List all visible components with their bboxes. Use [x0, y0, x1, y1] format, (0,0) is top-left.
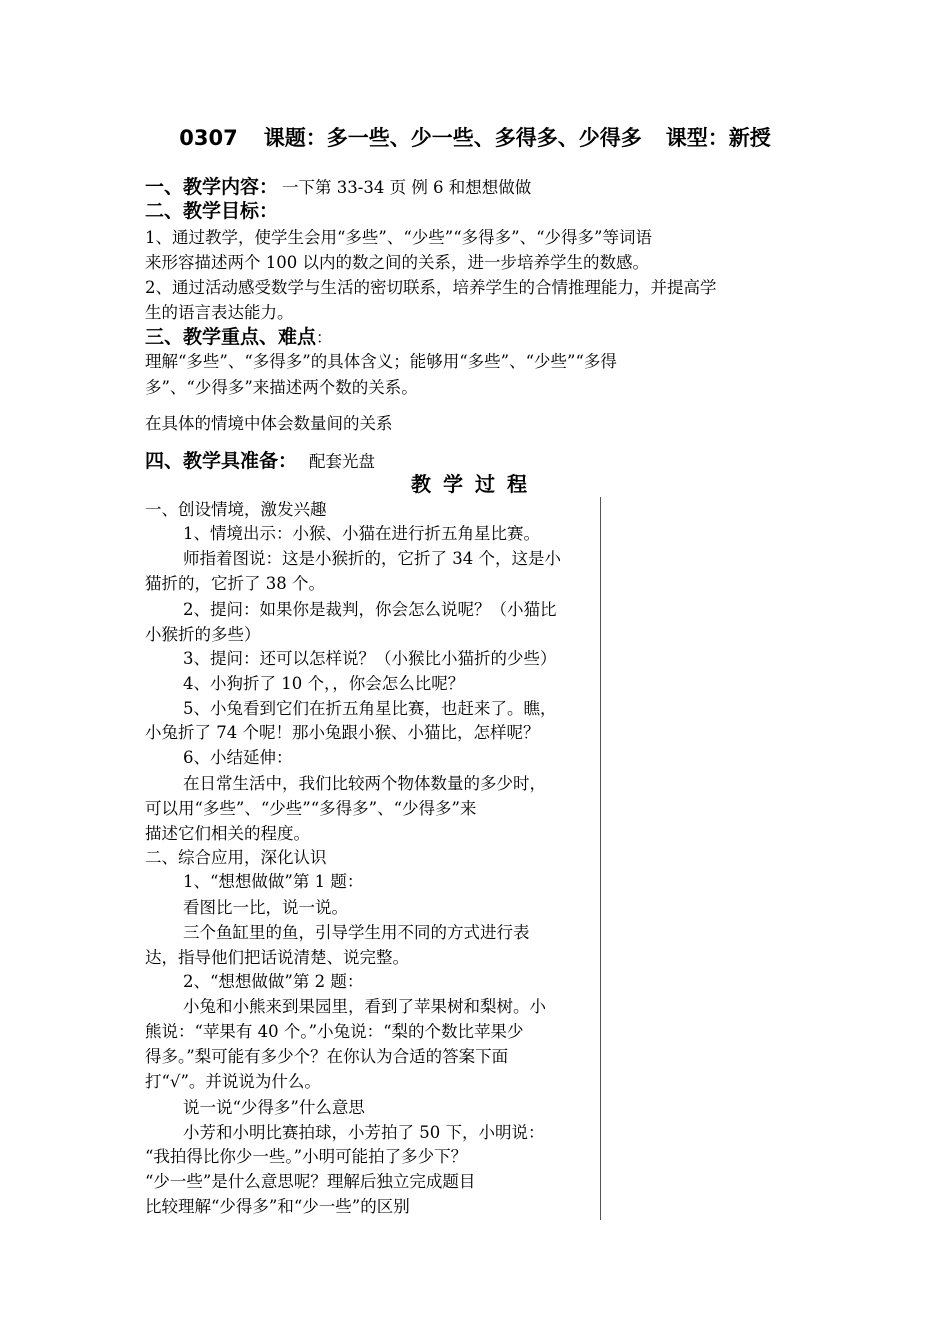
process-line: 小芳和小明比赛拍球，小芳拍了 50 下，小明说： — [183, 1123, 545, 1142]
process-line: 师指着图说：这是小猴折的，它折了 34 个，这是小 — [183, 549, 561, 568]
objective-line: 生的语言表达能力。 — [145, 303, 294, 322]
process-line: 说一说“少得多”什么意思 — [183, 1098, 365, 1117]
process-line: “少一些”是什么意思呢？理解后独立完成题目 — [145, 1172, 476, 1191]
process-line: 2、“想想做做”第 2 题： — [183, 972, 364, 991]
process-line: 三个鱼缸里的鱼，引导学生用不同的方式进行表 — [183, 923, 530, 942]
objective-line: 来形容描述两个 100 以内的数之间的关系，进一步培养学生的数感。 — [145, 253, 649, 272]
teaching-content-heading — [145, 175, 531, 200]
process-line: 二、综合应用，深化认识 — [145, 848, 327, 867]
process-line: 一、创设情境，激发兴趣 — [145, 500, 327, 519]
process-line: 5、小兔看到它们在折五角星比赛，也赶来了。瞧， — [183, 699, 557, 718]
process-line: 描述它们相关的程度。 — [145, 824, 310, 843]
difficulty-line: 在具体的情境中体会数量间的关系 — [145, 414, 393, 433]
objective-line: 2、通过活动感受数学与生活的密切联系，培养学生的合情推理能力，并提高学 — [145, 278, 717, 297]
column-divider — [600, 497, 601, 1220]
process-line: 熊说：“苹果有 40 个。”小兔说：“梨的个数比苹果少 — [145, 1022, 524, 1041]
process-line: 打“√”。并说说为什么。 — [145, 1072, 321, 1091]
process-line: 在日常生活中，我们比较两个物体数量的多少时， — [183, 774, 546, 793]
process-line: 小猴折的多些） — [145, 625, 261, 644]
teaching-objective-heading: 二、教学目标： — [145, 200, 279, 222]
process-line: 6、小结延伸： — [183, 748, 293, 767]
keypoints-line: 理解“多些”、“多得多”的具体含义；能够用“多些”、“少些”“多得 — [145, 352, 617, 371]
lesson-type: 课型：新授 — [665, 126, 771, 150]
process-line: 可以用“多些”、“少些”“多得多”、“少得多”来 — [145, 799, 477, 818]
lesson-topic: 课题：多一些、少一些、多得多、少得多 — [263, 126, 642, 150]
process-line: 1、情境出示：小猴、小猫在进行折五角星比赛。 — [183, 524, 540, 543]
teaching-content-label: 一、教学内容： — [145, 176, 279, 198]
process-line: 2、提问：如果你是裁判，你会怎么说呢？（小猫比 — [183, 600, 557, 619]
process-line: 4、小狗折了 10 个，，你会怎么比呢？ — [183, 674, 465, 693]
keypoints-line: 多”、“少得多”来描述两个数的关系。 — [145, 378, 418, 397]
teaching-prep-label: 四、教学具准备： — [145, 450, 298, 472]
process-line: 达，指导他们把话说清楚、说完整。 — [145, 948, 409, 967]
teaching-prep-value: 配套光盘 — [309, 452, 376, 471]
objective-line: 1、通过教学，使学生会用“多些”、“少些”“多得多”、“少得多”等词语 — [145, 228, 652, 247]
keypoints-label: 三、教学重点、难点 — [145, 326, 317, 348]
process-line: 小兔折了 74 个呢！那小兔跟小猴、小猫比，怎样呢？ — [145, 723, 540, 742]
process-line: 看图比一比，说一说。 — [183, 898, 348, 917]
process-line: 3、提问：还可以怎样说？（小猴比小猫折的少些） — [183, 649, 557, 668]
page-title — [0, 121, 950, 155]
process-title: 教学过程 — [411, 472, 539, 496]
process-line: 小兔和小熊来到果园里，看到了苹果树和梨树。小 — [183, 997, 546, 1016]
lesson-code: 0307 — [179, 126, 238, 150]
process-line: 比较理解“少得多”和“少一些”的区别 — [145, 1197, 410, 1216]
process-line: 1、“想想做做”第 1 题： — [183, 872, 364, 891]
teaching-content-value: 一下第 33-34 页 例 6 和想想做做 — [282, 178, 532, 197]
keypoints-colon: ： — [316, 328, 333, 347]
process-line: 猫折的，它折了 38 个。 — [145, 574, 325, 593]
process-line: “我拍得比你少一些。”小明可能拍了多少下？ — [145, 1147, 468, 1166]
keypoints-heading — [145, 325, 332, 350]
process-line: 得多。”梨可能有多少个？在你认为合适的答案下面 — [145, 1047, 509, 1066]
